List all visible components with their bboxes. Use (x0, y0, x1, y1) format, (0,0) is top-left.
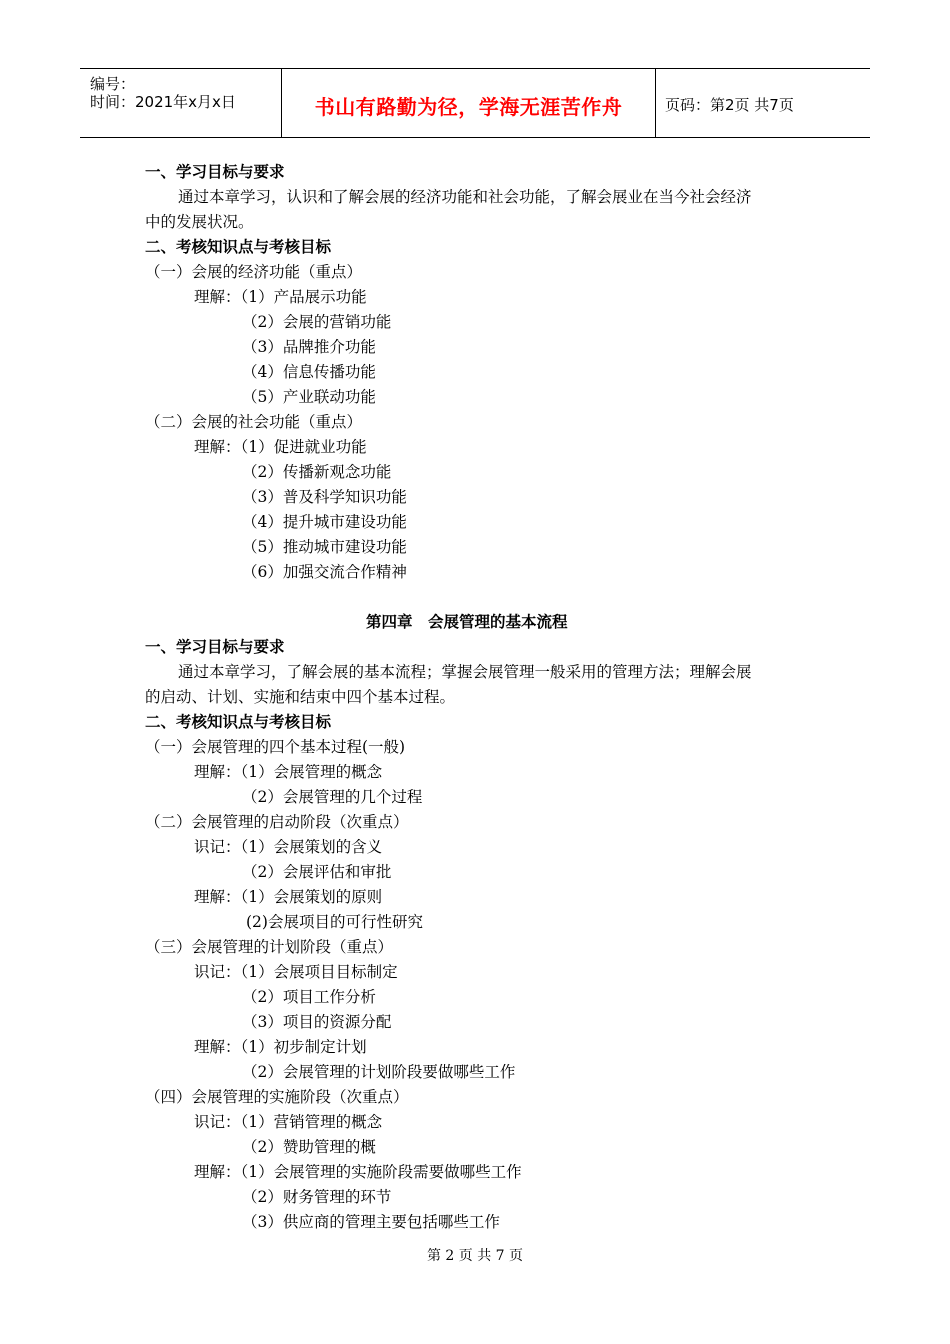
body-line: （一）会展管理的四个基本过程(一般) (145, 738, 406, 756)
body-line: （5）推动城市建设功能 (242, 538, 407, 556)
body-line: (2)会展项目的可行性研究 (246, 913, 423, 931)
body-line: 的启动、计划、实施和结束中四个基本过程。 (145, 688, 456, 706)
body-line: 识记：（1）会展策划的含义 (194, 838, 383, 856)
body-line: （三）会展管理的计划阶段（重点） (145, 938, 394, 956)
body-line: 通过本章学习，了解会展的基本流程；掌握会展管理一般采用的管理方法；理解会展 (178, 663, 752, 681)
document-number-label: 编号： (90, 75, 136, 93)
body-line: （3）品牌推介功能 (242, 338, 376, 356)
document-time-label: 时间：2021年x月x日 (90, 93, 236, 111)
body-line: 理解：（1）会展管理的实施阶段需要做哪些工作 (194, 1163, 522, 1181)
body-line: （2）传播新观念功能 (242, 463, 392, 481)
body-line: 中的发展状况。 (145, 213, 254, 231)
body-line: （4）提升城市建设功能 (242, 513, 407, 531)
section-heading: 第四章 会展管理的基本流程 (366, 613, 568, 631)
body-line: 识记：（1）营销管理的概念 (194, 1113, 383, 1131)
page-footer: 第 2 页 共 7 页 (426, 1248, 524, 1264)
section-heading: 二、考核知识点与考核目标 (145, 713, 332, 731)
header-left-cell (80, 69, 280, 137)
body-line: （2）项目工作分析 (242, 988, 376, 1006)
section-heading: 二、考核知识点与考核目标 (145, 238, 332, 256)
page-header (80, 68, 870, 138)
body-line: 识记：（1）会展项目目标制定 (194, 963, 398, 981)
body-line: （2）会展的营销功能 (242, 313, 392, 331)
body-line: （2）会展管理的几个过程 (242, 788, 423, 806)
body-line: （2）会展评估和审批 (242, 863, 392, 881)
section-heading: 一、学习目标与要求 (145, 638, 285, 656)
body-line: （二）会展管理的启动阶段（次重点） (145, 813, 409, 831)
body-line: （4）信息传播功能 (242, 363, 376, 381)
body-line: （3）普及科学知识功能 (242, 488, 407, 506)
body-line: （一）会展的经济功能（重点） (145, 263, 363, 281)
body-line: （3）供应商的管理主要包括哪些工作 (242, 1213, 500, 1231)
body-line: 理解：（1）促进就业功能 (194, 438, 367, 456)
header-page-info: 页码：第2页 共7页 (665, 96, 794, 114)
body-line: 理解：（1）会展管理的概念 (194, 763, 383, 781)
body-line: （2）赞助管理的概 (242, 1138, 376, 1156)
body-line: 理解：（1）会展策划的原则 (194, 888, 383, 906)
body-line: 理解：（1）产品展示功能 (194, 288, 367, 306)
header-right-cell (655, 69, 870, 137)
section-heading: 一、学习目标与要求 (145, 163, 285, 181)
header-motto: 书山有路勤为径，学海无涯苦作舟 (314, 95, 623, 119)
body-line: （5）产业联动功能 (242, 388, 376, 406)
body-line: （6）加强交流合作精神 (242, 563, 407, 581)
body-line: 通过本章学习，认识和了解会展的经济功能和社会功能，了解会展业在当今社会经济 (178, 188, 752, 206)
body-line: （2）会展管理的计划阶段要做哪些工作 (242, 1063, 516, 1081)
body-line: （四）会展管理的实施阶段（次重点） (145, 1088, 409, 1106)
body-line: （2）财务管理的环节 (242, 1188, 392, 1206)
body-line: 理解：（1）初步制定计划 (194, 1038, 367, 1056)
header-motto-cell (281, 69, 656, 137)
body-line: （3）项目的资源分配 (242, 1013, 392, 1031)
body-line: （二）会展的社会功能（重点） (145, 413, 363, 431)
